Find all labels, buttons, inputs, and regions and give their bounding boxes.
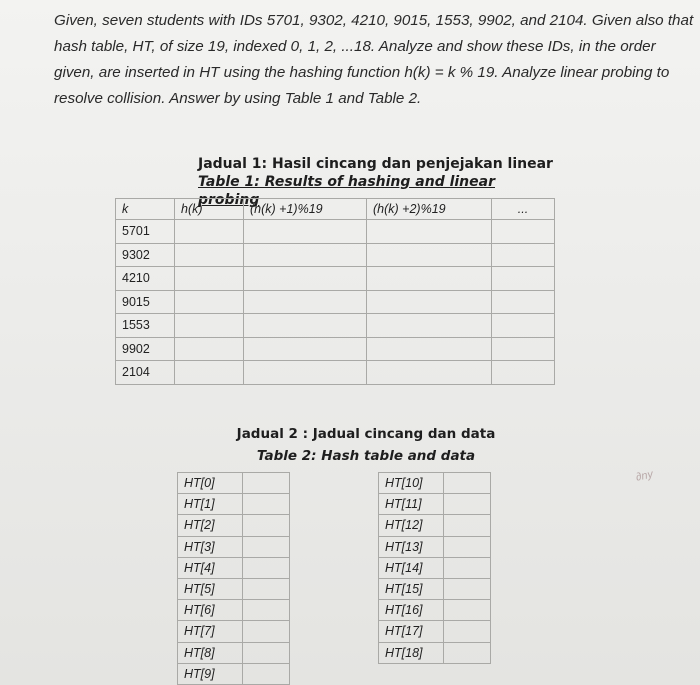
- header-hk: h(k): [175, 199, 244, 220]
- answer-cell[interactable]: [244, 337, 367, 361]
- key-cell: 9015: [116, 290, 175, 314]
- key-cell: 9902: [116, 337, 175, 361]
- hash-slot-row: [178, 473, 290, 494]
- answer-cell[interactable]: [367, 290, 492, 314]
- key-cell: 9302: [116, 243, 175, 267]
- hash-slot-label: HT[17]: [379, 621, 444, 642]
- key-cell: 4210: [116, 267, 175, 291]
- hash-slot-row: [379, 578, 491, 599]
- table1-title-malay: Jadual 1: Hasil cincang dan penjejakan linear: [198, 156, 553, 172]
- hash-slot-row: [379, 642, 491, 663]
- hash-slot-label: HT[0]: [178, 473, 243, 494]
- hash-slot-value[interactable]: [444, 557, 491, 578]
- hash-slot-label: HT[5]: [178, 578, 243, 599]
- answer-cell[interactable]: [175, 361, 244, 385]
- hash-slot-row: [178, 642, 290, 663]
- hash-slot-label: HT[13]: [379, 536, 444, 557]
- table-row: [116, 337, 555, 361]
- hash-slot-value[interactable]: [243, 578, 290, 599]
- hash-slot-row: [379, 473, 491, 494]
- header-probe-2: (h(k) +2)%19: [367, 199, 492, 220]
- hash-slot-label: HT[15]: [379, 578, 444, 599]
- key-cell: 1553: [116, 314, 175, 338]
- hash-slot-value[interactable]: [444, 621, 491, 642]
- key-cell: 5701: [116, 220, 175, 244]
- hash-slot-label: HT[18]: [379, 642, 444, 663]
- answer-cell[interactable]: [175, 220, 244, 244]
- hash-slot-row: [178, 578, 290, 599]
- answer-cell[interactable]: [244, 243, 367, 267]
- hash-table-left: [177, 472, 290, 685]
- table-row: [116, 314, 555, 338]
- answer-cell[interactable]: [367, 314, 492, 338]
- answer-cell[interactable]: [492, 243, 555, 267]
- table-row: [116, 290, 555, 314]
- hash-slot-row: [178, 536, 290, 557]
- hash-slot-label: HT[11]: [379, 494, 444, 515]
- answer-cell[interactable]: [492, 361, 555, 385]
- hash-slot-row: [178, 600, 290, 621]
- answer-cell[interactable]: [492, 337, 555, 361]
- table-row: [116, 267, 555, 291]
- hash-slot-value[interactable]: [243, 473, 290, 494]
- header-ellipsis: ...: [492, 199, 555, 220]
- hash-slot-value[interactable]: [243, 494, 290, 515]
- pen-scribble-decoration: ∂ny: [634, 468, 655, 484]
- hash-slot-label: HT[16]: [379, 600, 444, 621]
- hash-slot-label: HT[7]: [178, 621, 243, 642]
- hash-slot-label: HT[2]: [178, 515, 243, 536]
- hash-slot-value[interactable]: [243, 621, 290, 642]
- answer-cell[interactable]: [244, 314, 367, 338]
- hash-slot-row: [379, 600, 491, 621]
- key-cell: 2104: [116, 361, 175, 385]
- answer-cell[interactable]: [492, 267, 555, 291]
- table-row: [116, 361, 555, 385]
- hash-slot-label: HT[12]: [379, 515, 444, 536]
- answer-cell[interactable]: [244, 290, 367, 314]
- hash-slot-value[interactable]: [243, 663, 290, 684]
- answer-cell[interactable]: [367, 243, 492, 267]
- hash-slot-row: [379, 621, 491, 642]
- answer-cell[interactable]: [175, 243, 244, 267]
- table2-title: [236, 423, 496, 467]
- hash-slot-value[interactable]: [444, 600, 491, 621]
- hash-slot-row: [379, 515, 491, 536]
- hash-slot-row: [178, 663, 290, 684]
- answer-cell[interactable]: [367, 267, 492, 291]
- table-row: [116, 243, 555, 267]
- hash-slot-row: [178, 621, 290, 642]
- answer-cell[interactable]: [492, 290, 555, 314]
- hash-slot-label: HT[9]: [178, 663, 243, 684]
- hash-slot-label: HT[10]: [379, 473, 444, 494]
- hash-table-right: [378, 472, 491, 664]
- answer-cell[interactable]: [367, 361, 492, 385]
- hash-slot-value[interactable]: [444, 515, 491, 536]
- hash-slot-value[interactable]: [243, 642, 290, 663]
- header-probe-1: (h(k) +1)%19: [244, 199, 367, 220]
- hash-slot-label: HT[6]: [178, 600, 243, 621]
- hash-slot-row: [379, 557, 491, 578]
- hash-slot-value[interactable]: [243, 557, 290, 578]
- hash-slot-row: [379, 536, 491, 557]
- hash-slot-value[interactable]: [243, 515, 290, 536]
- hash-slot-label: HT[1]: [178, 494, 243, 515]
- header-k: k: [116, 199, 175, 220]
- answer-cell[interactable]: [175, 290, 244, 314]
- hash-slot-row: [178, 494, 290, 515]
- hash-slot-label: HT[3]: [178, 536, 243, 557]
- table2-title-malay: Jadual 2 : Jadual cincang dan data: [236, 426, 496, 442]
- table2-title-english: Table 2: Hash table and data: [256, 448, 476, 464]
- table-row: [116, 220, 555, 244]
- answer-cell[interactable]: [367, 337, 492, 361]
- hash-slot-row: [178, 557, 290, 578]
- hash-slot-value[interactable]: [444, 578, 491, 599]
- answer-cell[interactable]: [367, 220, 492, 244]
- question-text: Given, seven students with IDs 5701, 9302, 4210, 9015, 1553, 9902, and 2104. Given also that hash table, HT, of size 19, indexed 0, 1, 2, ...18. Analyze and show these IDs, in the order given, are inserted in HT using the hashing function h(k) = k % 19. Analyze linear probing to resolve collision. Answer by using Table 1 and Table 2.: [54, 12, 694, 107]
- hash-slot-label: HT[14]: [379, 557, 444, 578]
- hash-slot-value[interactable]: [243, 600, 290, 621]
- answer-cell[interactable]: [244, 267, 367, 291]
- answer-cell[interactable]: [492, 220, 555, 244]
- answer-cell[interactable]: [175, 267, 244, 291]
- hash-slot-row: [379, 494, 491, 515]
- answer-cell[interactable]: [244, 361, 367, 385]
- hashing-results-table: [115, 198, 555, 385]
- hash-slot-row: [178, 515, 290, 536]
- answer-cell[interactable]: [175, 314, 244, 338]
- hash-slot-value[interactable]: [444, 494, 491, 515]
- hash-slot-value[interactable]: [444, 642, 491, 663]
- hash-slot-value[interactable]: [444, 473, 491, 494]
- hash-slot-value[interactable]: [444, 536, 491, 557]
- table1-title-english: Table 1: Results of hashing and linear probing: [198, 174, 495, 208]
- answer-cell[interactable]: [175, 337, 244, 361]
- hash-slot-label: HT[8]: [178, 642, 243, 663]
- table1-header-row: [116, 199, 555, 220]
- answer-cell[interactable]: [492, 314, 555, 338]
- hash-slot-value[interactable]: [243, 536, 290, 557]
- hash-slot-label: HT[4]: [178, 557, 243, 578]
- answer-cell[interactable]: [244, 220, 367, 244]
